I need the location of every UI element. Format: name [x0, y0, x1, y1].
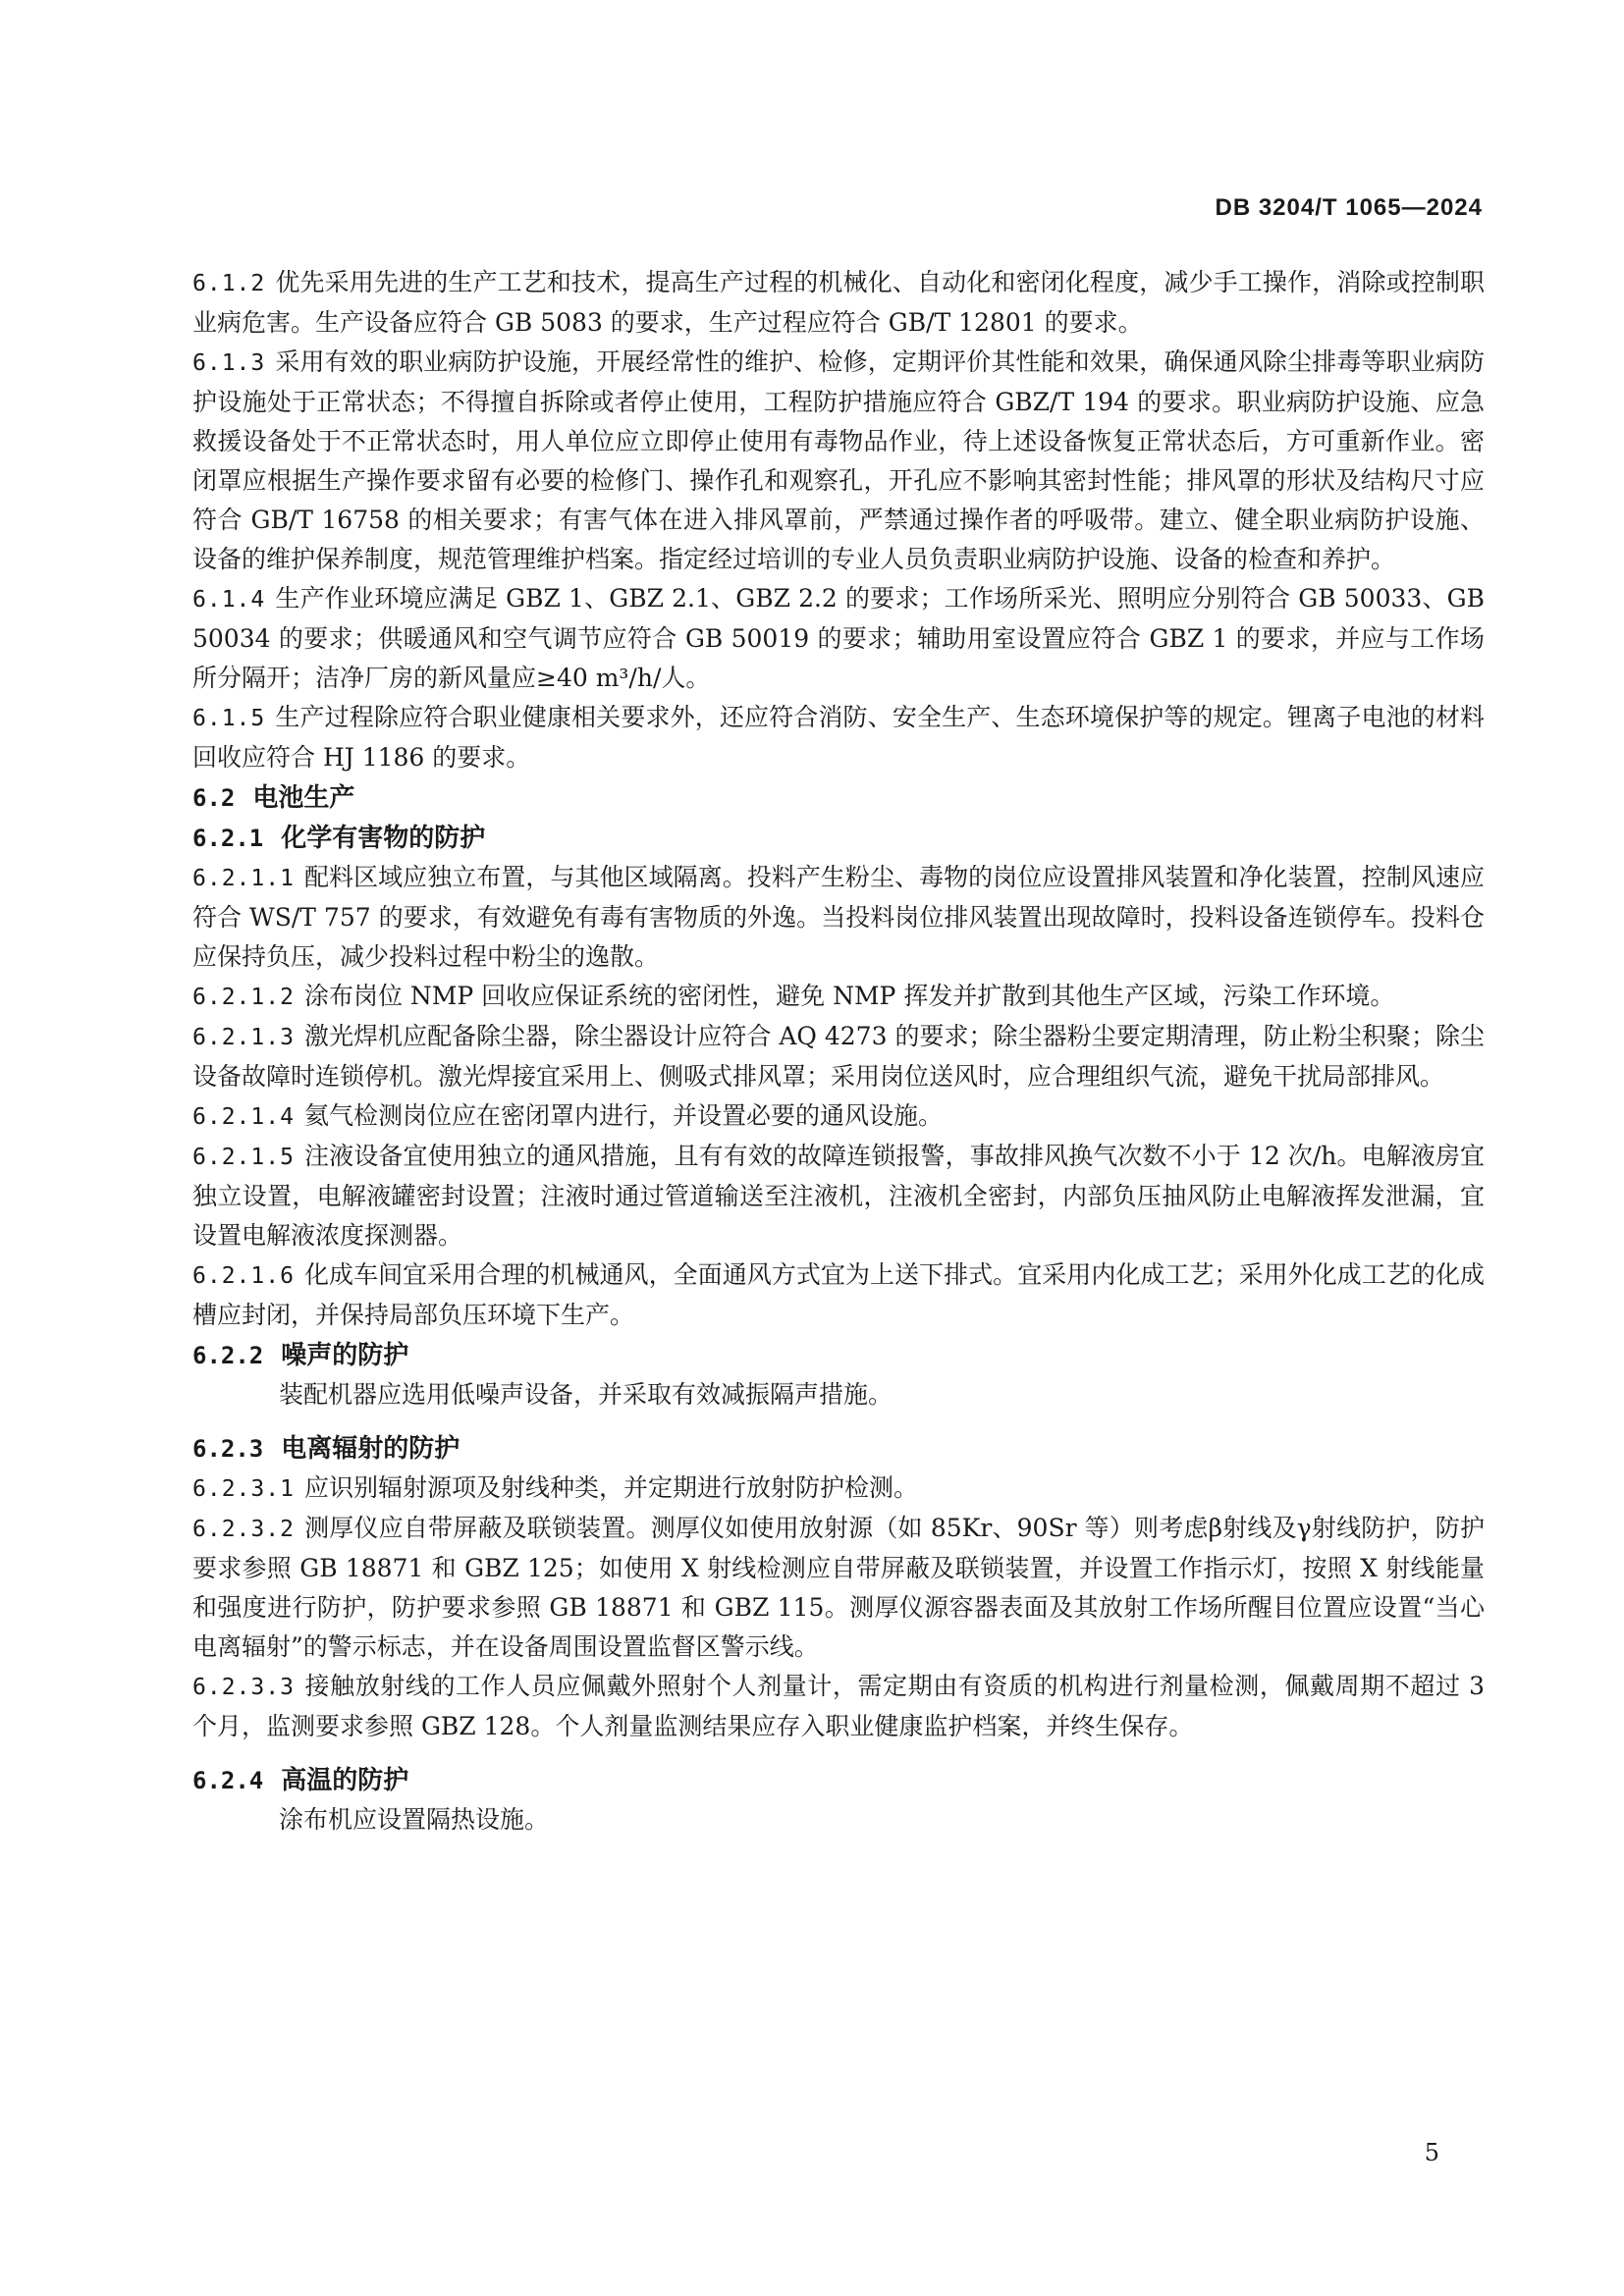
clause-text: 化成车间宜采用合理的机械通风，全面通风方式宜为上送下排式。宜采用内化成工艺；采用外化成工艺的化成槽应封闭，并保持局部负压环境下生产。 [192, 1260, 1485, 1329]
heading-6-2-2 [192, 1335, 1485, 1375]
clause-number: 6.1.5 [192, 706, 266, 731]
heading-6-2 [192, 777, 1485, 818]
clause-6-2-3-1 [192, 1468, 1485, 1509]
document-code-header: DB 3204/T 1065—2024 [1215, 194, 1483, 221]
heading-number: 6.2.4 [192, 1767, 264, 1794]
heat-protection-text: 涂布机应设置隔热设施。 [279, 1805, 550, 1834]
heading-text: 化学有害物的防护 [281, 823, 486, 852]
clause-number: 6.1.2 [192, 271, 266, 296]
clause-text: 生产过程除应符合职业健康相关要求外，还应符合消防、安全生产、生态环境保护等的规定。锂离子电池的材料回收应符合 HJ 1186 的要求。 [192, 703, 1485, 772]
clause-number: 6.2.3.2 [192, 1517, 295, 1542]
clause-6-2-3-2 [192, 1509, 1485, 1667]
clause-number: 6.2.1.6 [192, 1263, 295, 1289]
heading-number: 6.2.2 [192, 1342, 264, 1369]
heading-number: 6.2.3 [192, 1435, 264, 1463]
heading-text: 电离辐射的防护 [281, 1433, 460, 1463]
clause-6-1-4 [192, 579, 1485, 698]
heading-text: 高温的防护 [281, 1765, 409, 1794]
heading-6-2-4 [192, 1760, 1485, 1800]
clause-6-1-2 [192, 263, 1485, 343]
clause-text: 配料区域应独立布置，与其他区域隔离。投料产生粉尘、毒物的岗位应设置排风装置和净化装置，控制风速应符合 WS/T 757 的要求，有效避免有毒有害物质的外逸。当投料岗位排风装置出现故障时，投料设备连锁停车。投料仓应保持负压，减少投料过程中粉尘的逸散。 [192, 863, 1485, 971]
clause-number: 6.2.1.1 [192, 866, 295, 891]
page-number: 5 [1424, 2139, 1439, 2166]
heading-6-2-1 [192, 818, 1485, 858]
clause-6-2-1-4 [192, 1096, 1485, 1137]
clause-6-1-5 [192, 698, 1485, 777]
clause-number: 6.2.1.3 [192, 1025, 295, 1050]
clause-6-2-1-5 [192, 1137, 1485, 1255]
clause-text: 采用有效的职业病防护设施，开展经常性的维护、检修，定期评价其性能和效果，确保通风除尘排毒等职业病防护设施处于正常状态；不得擅自拆除或者停止使用，工程防护措施应符合 GBZ/T 194 的要求。职业病防护设施、应急救援设备处于不正常状态时，用人单位应立即停止使用有毒物品作业，待上述设备恢复正常状态后，方可重新作业。密闭罩应根据生产操作要求留有必要的检修门、操作孔和观察孔，开孔应不影响其密封性能；排风罩的形状及结构尺寸应符合 GB/T 16758 的相关要求；有害气体在进入排风罩前，严禁通过操作者的呼吸带。建立、健全职业病防护设施、设备的维护保养制度，规范管理维护档案。指定经过培训的专业人员负责职业病防护设施、设备的检查和养护。 [192, 347, 1485, 573]
clause-text: 优先采用先进的生产工艺和技术，提高生产过程的机械化、自动化和密闭化程度，减少手工操作，消除或控制职业病危害。生产设备应符合 GB 5083 的要求，生产过程应符合 GB/T 12801 的要求。 [192, 268, 1485, 337]
clause-6-2-1-6 [192, 1255, 1485, 1335]
clause-number: 6.2.1.2 [192, 985, 295, 1010]
clause-number: 6.2.3.1 [192, 1476, 295, 1502]
heading-number: 6.2.1 [192, 825, 264, 852]
heading-6-2-3 [192, 1428, 1485, 1468]
clause-text: 注液设备宜使用独立的通风措施，且有有效的故障连锁报警，事故排风换气次数不小于 12 次/h。电解液房宜独立设置，电解液罐密封设置；注液时通过管道输送至注液机，注液机全密封，内部负压抽风防止电解液挥发泄漏，宜设置电解液浓度探测器。 [192, 1142, 1485, 1250]
heading-text: 电池生产 [252, 782, 355, 812]
clause-6-1-3 [192, 343, 1485, 579]
clause-number: 6.1.3 [192, 350, 266, 376]
clause-6-2-1-2 [192, 977, 1485, 1017]
clause-text: 激光焊机应配备除尘器，除尘器设计应符合 AQ 4273 的要求；除尘器粉尘要定期清理，防止粉尘积聚；除尘设备故障时连锁停机。激光焊接宜采用上、侧吸式排风罩；采用岗位送风时，应合理组织气流，避免干扰局部排风。 [192, 1022, 1485, 1091]
clause-6-2-3-3 [192, 1667, 1485, 1746]
clause-text: 生产作业环境应满足 GBZ 1、GBZ 2.1、GBZ 2.2 的要求；工作场所采光、照明应分别符合 GB 50033、GB 50034 的要求；供暖通风和空气调节应符合 GB 50019 的要求；辅助用室设置应符合 GBZ 1 的要求，并应与工作场所分隔开；洁净厂房的新风量应≥40 m³/h/人。 [192, 584, 1485, 692]
noise-protection-text: 装配机器应选用低噪声设备，并采取有效减振隔声措施。 [279, 1380, 893, 1409]
clause-text: 氦气检测岗位应在密闭罩内进行，并设置必要的通风设施。 [303, 1101, 943, 1130]
clause-text: 测厚仪应自带屏蔽及联锁装置。测厚仪如使用放射源（如 85Kr、90Sr 等）则考虑β射线及γ射线防护，防护要求参照 GB 18871 和 GBZ 125；如使用 X 射线检测应自带屏蔽及联锁装置，并设置工作指示灯，按照 X 射线能量和强度进行防护，防护要求参照 GB 18871 和 GBZ 115。测厚仪源容器表面及其放射工作场所醒目位置应设置“当心电离辐射”的警示标志，并在设备周围设置监督区警示线。 [192, 1514, 1485, 1661]
heading-number: 6.2 [192, 784, 236, 812]
clause-text: 应识别辐射源项及射线种类，并定期进行放射防护检测。 [303, 1473, 918, 1502]
document-body [192, 263, 1485, 1840]
heading-text: 噪声的防护 [281, 1340, 409, 1369]
clause-number: 6.2.3.3 [192, 1675, 295, 1700]
clause-6-2-1-1 [192, 858, 1485, 977]
clause-text: 接触放射线的工作人员应佩戴外照射个人剂量计，需定期由有资质的机构进行剂量检测，佩戴周期不超过 3 个月，监测要求参照 GBZ 128。个人剂量监测结果应存入职业健康监护档案，并终生保存。 [192, 1672, 1485, 1740]
clause-number: 6.2.1.4 [192, 1104, 295, 1130]
clause-text: 涂布岗位 NMP 回收应保证系统的密闭性，避免 NMP 挥发并扩散到其他生产区域，污染工作环境。 [303, 982, 1395, 1010]
clause-6-2-1-3 [192, 1017, 1485, 1096]
clause-number: 6.1.4 [192, 587, 266, 613]
clause-number: 6.2.1.5 [192, 1145, 295, 1170]
